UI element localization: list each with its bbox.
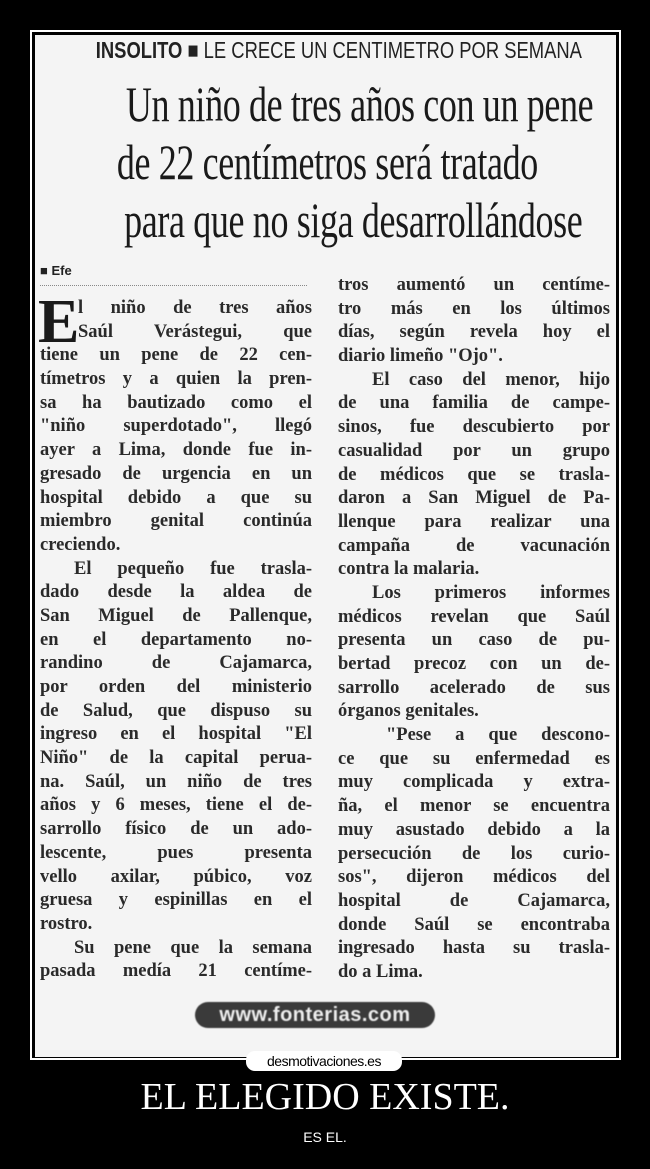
article-line: contra la malaria. <box>338 559 480 580</box>
article-line: Niño" de la capital perua- <box>40 748 312 769</box>
headline-line-2 <box>35 133 616 191</box>
article-line: tímetros y a quien la pren- <box>40 369 312 390</box>
article-line: gresado de urgencia en un <box>40 463 312 484</box>
article-line: de una familia de campe- <box>338 393 610 414</box>
article-line: días, según revela hoy el <box>338 322 610 343</box>
article-line: do a Lima. <box>338 961 423 982</box>
article-left-column <box>38 288 312 984</box>
article-line: médicos revelan que Saúl <box>338 606 610 627</box>
newspaper-clipping <box>35 35 616 1057</box>
article-line: persecución de los curio- <box>338 843 610 864</box>
kicker-section: INSOLITO <box>95 37 183 63</box>
article-line: órganos genitales. <box>338 701 479 722</box>
article-line: miembro genital continúa <box>40 511 312 532</box>
article-line: sarrollo físico de un ado- <box>40 819 312 840</box>
headline-line-1 <box>35 75 616 133</box>
article-line: tros aumentó un centíme- <box>338 275 610 295</box>
article-line: en el departamento no- <box>40 629 312 650</box>
kicker-text: LE CRECE UN CENTIMETRO POR SEMANA <box>203 37 582 63</box>
article-line: años y 6 meses, tiene el de- <box>40 795 312 816</box>
headline-text: Un niño de tres años con un pene <box>125 76 594 132</box>
article-line: Saúl Verástegui, que <box>78 321 312 342</box>
headline-line-3 <box>35 191 616 249</box>
article-line: Su pene que la semana <box>74 937 312 958</box>
site-logo[interactable]: desmotivaciones.es <box>246 1051 402 1071</box>
article-line: presenta un caso de pu- <box>338 630 610 651</box>
article-line: donde Saúl se encontraba <box>338 914 610 935</box>
article-line: ña, el menor se encuentra <box>338 796 610 817</box>
article-line: de Salud, que dispuso su <box>40 700 312 721</box>
article-line: muy asustado debido a la <box>338 819 610 840</box>
article-line: San Miguel de Pallenque, <box>40 605 312 626</box>
article-line: hospital de Cajamarca, <box>338 890 610 911</box>
article-line: diario limeño "Ojo". <box>338 346 503 367</box>
article-line: llenque para realizar una <box>338 511 610 532</box>
article-line: sa ha bautizado como el <box>40 392 312 413</box>
article-line: sarrollo acelerado de sus <box>338 677 610 698</box>
article-line: "Pese a que descono- <box>386 725 610 746</box>
article-line: creciendo. <box>40 534 121 555</box>
article-line: ingresado hasta su trasla- <box>338 938 610 959</box>
article-line: casualidad por un grupo <box>338 440 610 461</box>
article-line: El caso del menor, hijo <box>372 369 610 390</box>
article-line: campaña de vacunación <box>338 535 610 556</box>
article-line: lescente, pues presenta <box>40 842 312 863</box>
poster-subtitle: ES EL. <box>303 1129 347 1145</box>
article-line: pasada medía 21 centíme- <box>40 961 312 982</box>
article-line: ayer a Lima, donde fue in- <box>40 440 312 461</box>
article-right-column <box>338 274 610 985</box>
article-line: na. Saúl, un niño de tres <box>40 771 312 792</box>
article-line: randino de Cajamarca, <box>40 653 312 674</box>
poster-title: EL ELEGIDO EXISTE. <box>140 1076 510 1118</box>
article-line: muy complicada y extra- <box>338 772 610 793</box>
article-line: por orden del ministerio <box>40 677 312 697</box>
headline-text: para que no siga desarrollándose <box>124 192 583 248</box>
article-line: ingreso en el hospital "El <box>40 724 312 745</box>
watermark: www.fonterias.com <box>195 1002 435 1028</box>
article-line: ce que su enfermedad es <box>338 748 610 769</box>
byline: ■ Efe <box>40 263 72 278</box>
article-line: vello axilar, púbico, voz <box>40 866 312 887</box>
byline-text: Efe <box>51 263 72 278</box>
article-line: dado desde la aldea de <box>40 582 312 603</box>
drop-cap: E <box>38 288 80 356</box>
article-line: tiene un pene de 22 cen- <box>40 345 312 366</box>
article-line: daron a San Miguel de Pa- <box>338 488 610 509</box>
article-line: sos", dijeron médicos del <box>338 867 610 888</box>
article-line: El pequeño fue trasla- <box>74 558 312 579</box>
article-line: l niño de tres años <box>78 298 312 318</box>
article-line: bertad precoz con un de- <box>338 654 610 674</box>
article-kicker: INSOLITO ■ LE CRECE UN CENTIMETRO POR SEMANA <box>95 37 582 63</box>
byline-divider <box>40 285 307 286</box>
headline-text: de 22 centímetros será tratado <box>116 134 538 190</box>
article-line: Los primeros informes <box>372 582 610 603</box>
article-line: hospital debido a que su <box>40 487 312 508</box>
article-line: de médicos que se trasla- <box>338 464 610 485</box>
article-line: sinos, fue descubierto por <box>338 417 610 438</box>
article-line: rostro. <box>40 913 93 934</box>
article-line: gruesa y espinillas en el <box>40 890 312 911</box>
article-line: "niño superdotado", llegó <box>40 416 312 437</box>
article-line: tro más en los últimos <box>338 298 610 319</box>
